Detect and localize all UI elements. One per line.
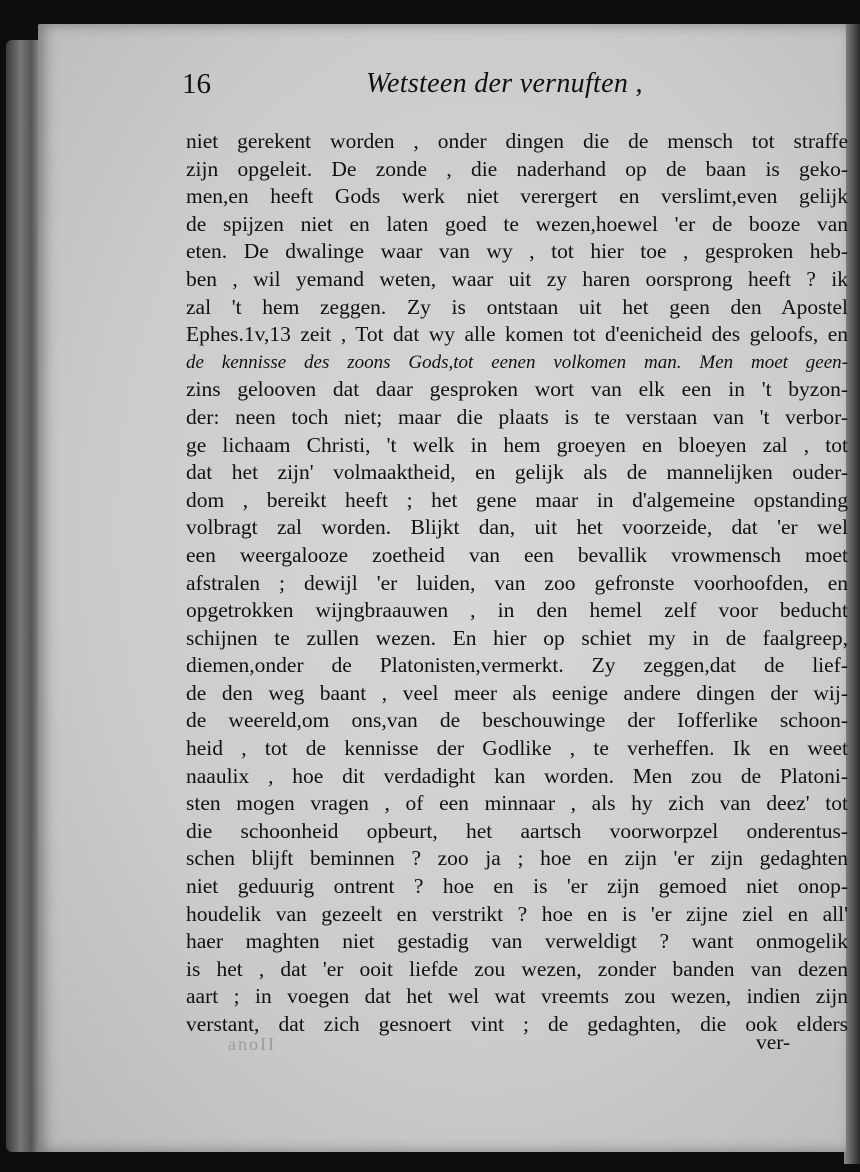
text-line: ben , wil yemand weten, waar uit zy haren oorsprong heeft ? ik xyxy=(186,266,848,291)
text-line: zins gelooven dat daar gesproken wort van elk een in 't byzon- xyxy=(186,377,848,402)
text-line: opgetrokken wijngbraauwen , in den hemel zelf voor beducht xyxy=(186,598,848,623)
bleed-through-text: anoII xyxy=(228,1034,276,1054)
catchword: ver- xyxy=(756,1030,791,1054)
text-line: naaulix , hoe dit verdadight kan worden. Men zou de Platoni- xyxy=(186,763,848,788)
text-line: ge lichaam Christi, 't welk in hem groeyen en bloeyen zal , tot xyxy=(186,432,848,457)
text-line: een weergalooze zoetheid van een bevallik vrowmensch moet xyxy=(186,542,848,567)
text-line: diemen,onder de Platonisten,vermerkt. Zy zeggen,dat de lief- xyxy=(186,653,848,678)
text-line: de den weg baant , veel meer als eenige andere dingen der wij- xyxy=(186,680,848,705)
text-line: dat het zijn' volmaaktheid, en gelijk als de mannelijken ouder- xyxy=(186,460,848,485)
text-line: eten. De dwalinge waar van wy , tot hier toe , gesproken heb- xyxy=(186,239,848,264)
text-line: niet gerekent worden , onder dingen die de mensch tot straffe xyxy=(186,129,848,153)
body-text xyxy=(186,128,848,1039)
running-head: Wetsteen der vernuften , xyxy=(366,68,643,99)
text-line: der: neen toch niet; maar die plaats is te verstaan van 't verbor- xyxy=(186,404,848,429)
text-line: heid , tot de kennisse der Godlike , te verheffen. Ik en weet xyxy=(186,736,848,761)
page-header xyxy=(182,68,822,108)
text-line: sten mogen vragen , of een minnaar , als hy zich van deez' tot xyxy=(186,791,848,816)
text-line: zal 't hem zeggen. Zy is ontstaan uit het geen den Apostel xyxy=(186,294,848,319)
text-line: die schoonheid opbeurt, het aartsch voorworpzel onderentus- xyxy=(186,818,848,843)
text-line: schijnen te zullen wezen. En hier op schiet my in de faalgreep, xyxy=(186,625,848,650)
text-line: de weereld,om ons,van de beschouwinge der Iofferlike schoon- xyxy=(186,708,848,733)
text-line: afstralen ; dewijl 'er luiden, van zoo gefronste voorhoofden, en xyxy=(186,570,848,595)
text-line: is het , dat 'er ooit liefde zou wezen, zonder banden van dezen xyxy=(186,956,848,981)
text-line: zijn opgeleit. De zonde , die naderhand op de baan is geko- xyxy=(186,156,848,181)
page-number: 16 xyxy=(182,68,211,100)
text-line: volbragt zal worden. Blijkt dan, uit het voorzeide, dat 'er wel xyxy=(186,515,848,540)
book-page-edges-left xyxy=(6,40,42,1152)
text-line: verstant, dat zich gesnoert vint ; de gedaghten, die ook elders xyxy=(186,1012,848,1036)
text-line: schen blijft beminnen ? zoo ja ; hoe en zijn 'er zijn gedaghten xyxy=(186,846,848,871)
text-line: niet geduurig ontrent ? hoe en is 'er zijn gemoed niet onop- xyxy=(186,874,848,899)
text-line: de kennisse des zoons Gods,tot eenen volkomen man. Men moet geen- xyxy=(186,351,848,373)
text-line: de spijzen niet en laten goed te wezen,hoewel 'er de booze van xyxy=(186,211,848,236)
text-line: Ephes.1v,13 zeit , Tot dat wy alle komen tot d'eenicheid des geloofs, en xyxy=(186,322,848,347)
text-line: men,en heeft Gods werk niet verergert en verslimt,even gelijk xyxy=(186,184,848,209)
text-line: dom , bereikt heeft ; het gene maar in d'algemeine opstanding xyxy=(186,487,848,512)
book-page xyxy=(38,24,846,1152)
text-line: haer maghten niet gestadig van verweldigt ? want onmogelik xyxy=(186,929,848,954)
text-line: aart ; in voegen dat het wel wat vreemts zou wezen, indien zijn xyxy=(186,984,848,1009)
text-line: houdelik van gezeelt en verstrikt ? hoe en is 'er zijne ziel en all' xyxy=(186,901,848,926)
